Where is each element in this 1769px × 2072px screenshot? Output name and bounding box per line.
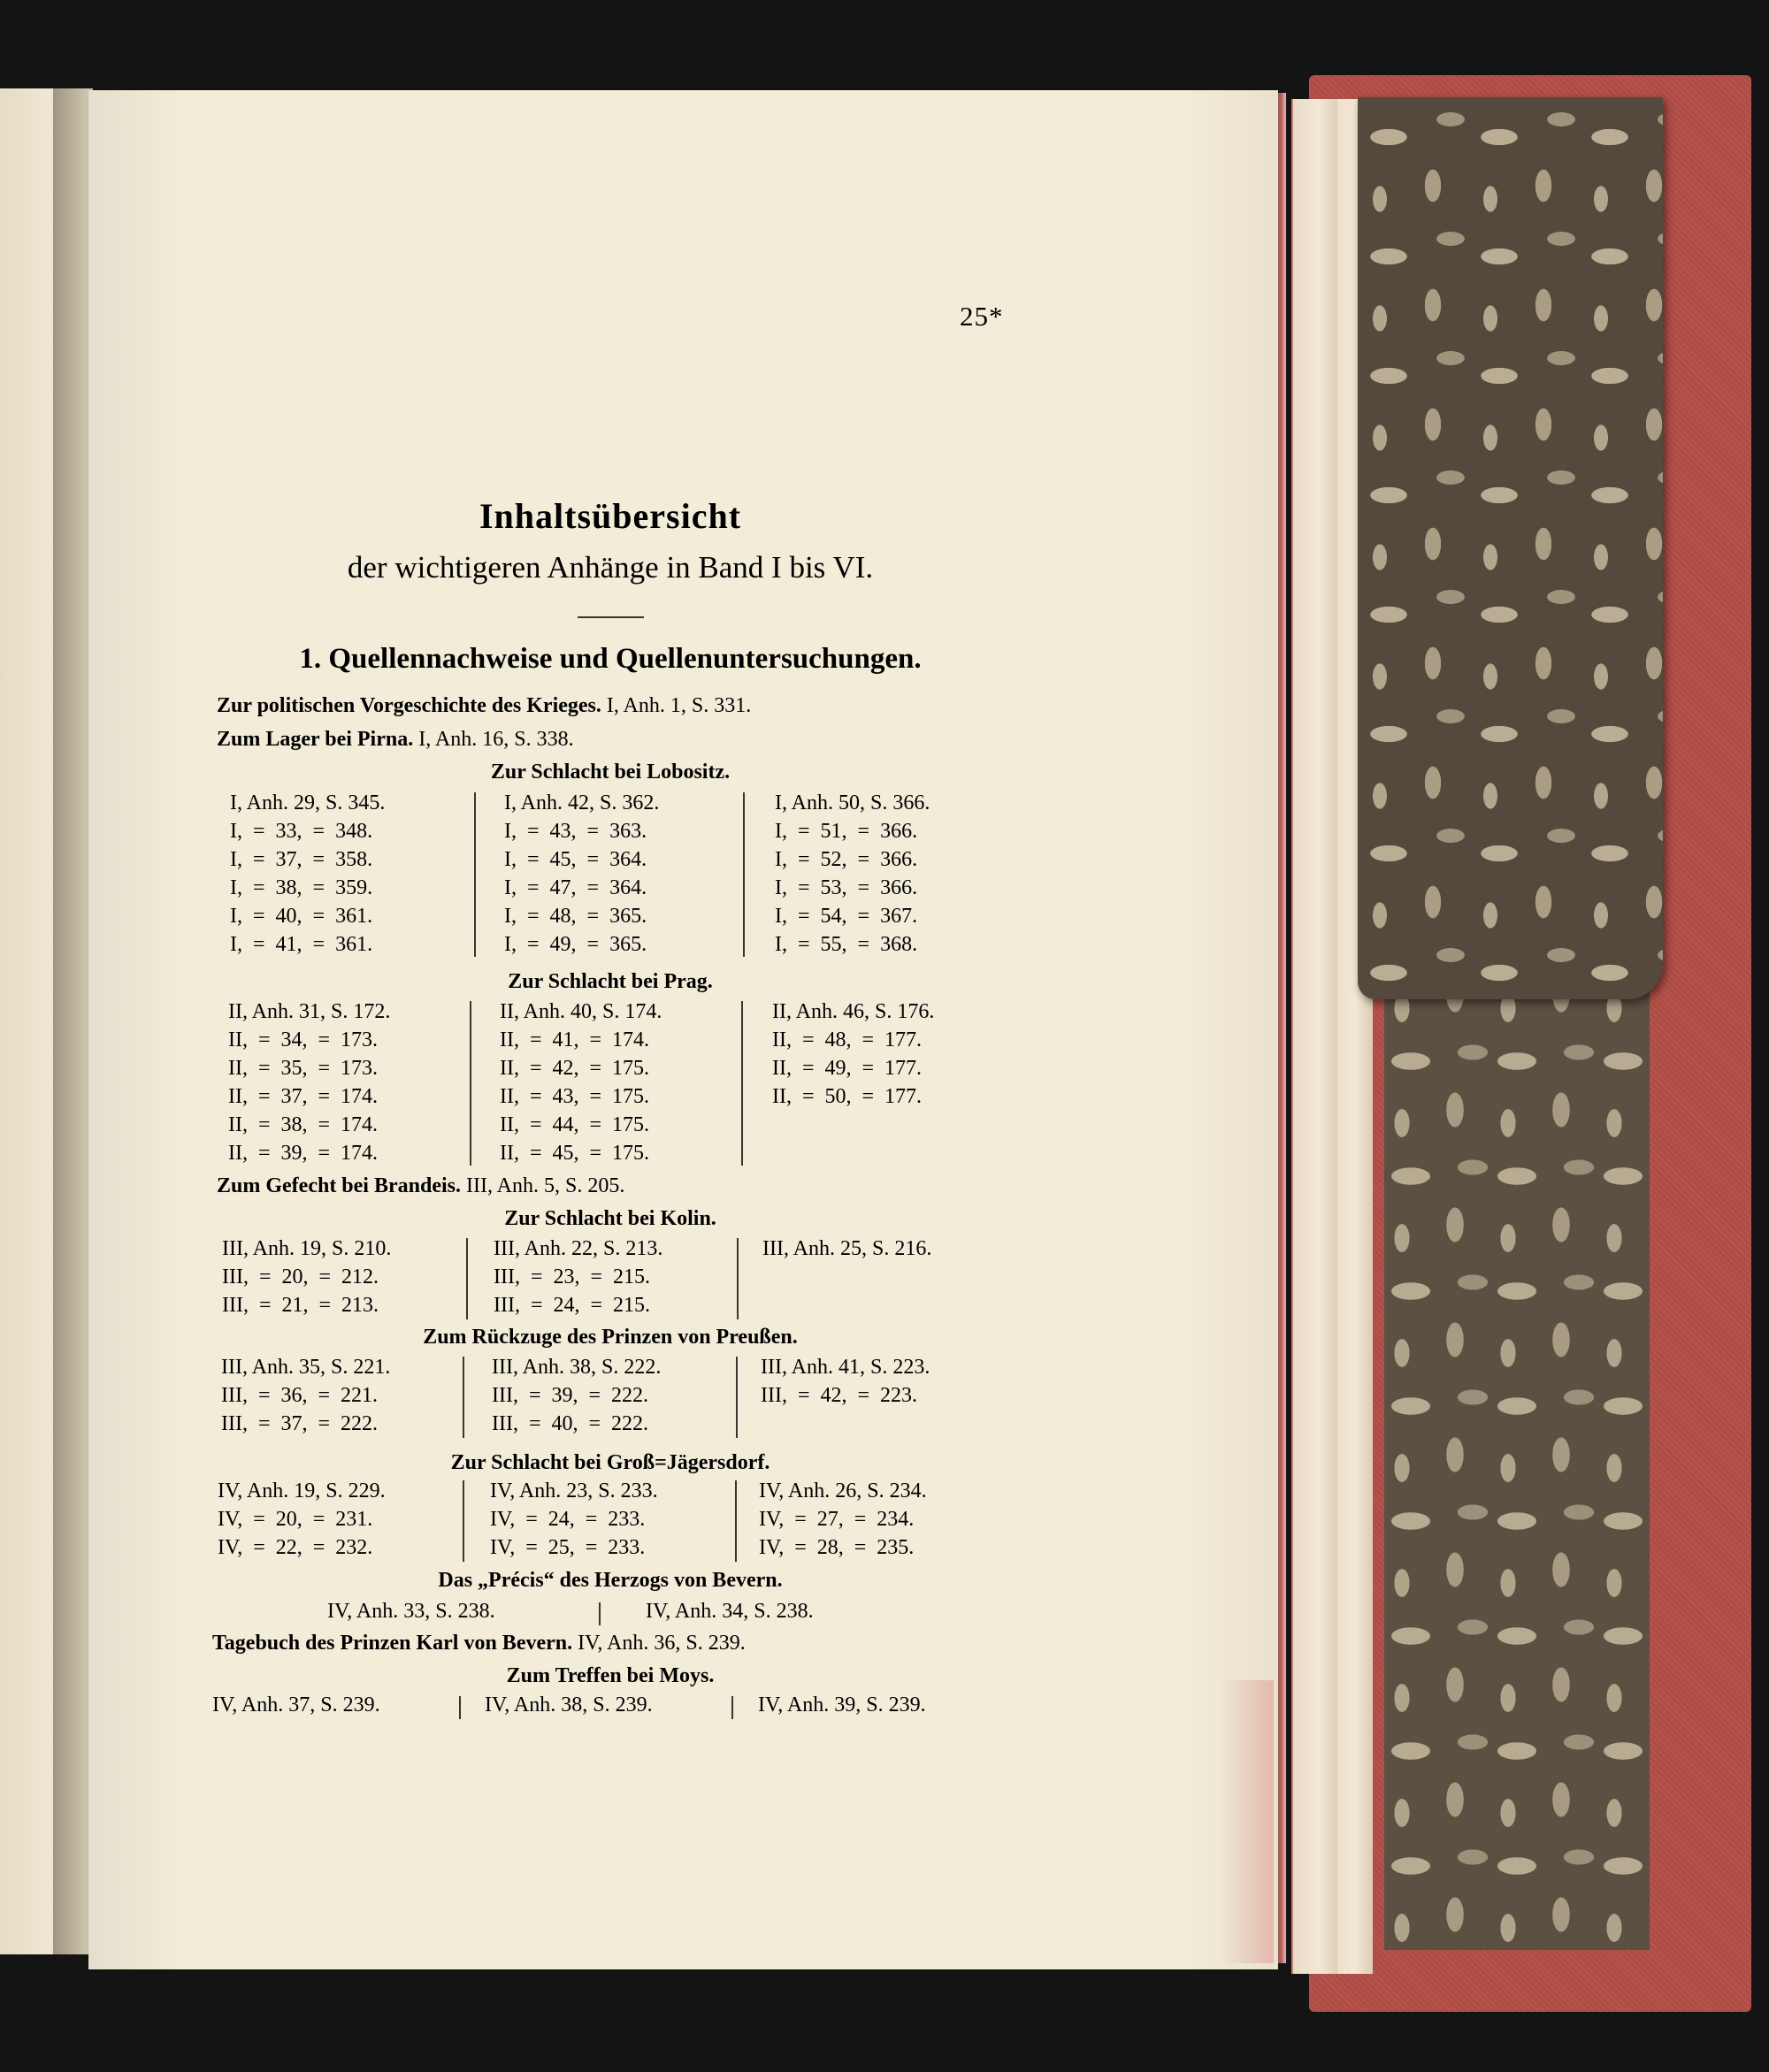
column-divider: [743, 792, 745, 957]
reference-line: I, = 51, = 366.: [775, 820, 918, 843]
group-heading-lobositz: Zur Schlacht bei Lobositz.: [490, 761, 731, 784]
group-lobositz: [212, 789, 991, 962]
reference-line: II, = 44, = 175.: [500, 1113, 650, 1136]
reference-line: I, = 38, = 359.: [230, 876, 373, 899]
column-1: [221, 1353, 390, 1438]
page-subtitle: der wichtigeren Anhänge in Band I bis VI.: [347, 550, 874, 585]
moys-ref-1: IV, Anh. 37, S. 239.: [212, 1694, 380, 1716]
moys-ref-2: IV, Anh. 38, S. 239.: [485, 1694, 653, 1716]
entry-brandeis: [217, 1173, 624, 1199]
column-divider: [463, 1357, 464, 1438]
column-2: [500, 998, 662, 1167]
reference-line: IV, Anh. 19, S. 229.: [218, 1479, 386, 1502]
reference-line: II, = 34, = 173.: [228, 1028, 379, 1051]
reference-line: III, = 39, = 222.: [492, 1384, 649, 1407]
column-2: [492, 1353, 661, 1438]
reference-line: I, = 54, = 367.: [775, 905, 918, 928]
reference-line: III, = 23, = 215.: [494, 1265, 651, 1288]
column-3: [772, 998, 934, 1111]
endpaper-flap: [1358, 97, 1663, 999]
reference-line: III, Anh. 19, S. 210.: [222, 1237, 392, 1260]
reference-line: II, = 41, = 174.: [500, 1028, 650, 1051]
entry-ref: I, Anh. 1, S. 331.: [606, 694, 752, 717]
reference-line: II, Anh. 31, S. 172.: [228, 1000, 391, 1023]
group-prag: [212, 998, 991, 1171]
reference-line: II, = 35, = 173.: [228, 1057, 379, 1080]
reference-line: II, = 49, = 177.: [772, 1057, 923, 1080]
entry-tagebuch: [212, 1630, 746, 1656]
reference-line: III, Anh. 35, S. 221.: [221, 1356, 391, 1379]
reference-line: III, = 37, = 222.: [221, 1412, 379, 1435]
reference-line: I, = 48, = 365.: [504, 905, 647, 928]
reference-line: I, Anh. 42, S. 362.: [504, 791, 660, 814]
entry-label: Zur politischen Vorgeschichte des Krieges.: [217, 694, 601, 717]
page-title: Inhaltsübersicht: [479, 496, 742, 536]
reference-line: II, = 50, = 177.: [772, 1085, 923, 1108]
entry-label: Tagebuch des Prinzen Karl von Bevern.: [212, 1632, 573, 1655]
moys-ref-3: IV, Anh. 39, S. 239.: [758, 1694, 926, 1716]
reference-line: I, = 49, = 365.: [504, 933, 647, 956]
reference-line: I, = 43, = 363.: [504, 820, 647, 843]
column-3: [762, 1235, 931, 1263]
column-1: [218, 1477, 386, 1562]
reference-line: II, Anh. 40, S. 174.: [500, 1000, 662, 1023]
reference-line: II, = 39, = 174.: [228, 1142, 379, 1165]
group-kolin: [212, 1235, 991, 1323]
reference-line: I, = 45, = 364.: [504, 848, 647, 871]
reference-line: II, = 37, = 174.: [228, 1085, 379, 1108]
group-jaegersdorf: [212, 1477, 991, 1565]
reference-line: II, = 45, = 175.: [500, 1142, 650, 1165]
reference-line: I, Anh. 29, S. 345.: [230, 791, 386, 814]
column-1: [228, 998, 390, 1167]
reference-line: II, = 43, = 175.: [500, 1085, 650, 1108]
column-divider: [741, 1001, 743, 1166]
column-divider: [459, 1696, 461, 1719]
column-divider: [599, 1602, 601, 1625]
group-heading-precis: Das „Précis“ des Herzogs von Bevern.: [438, 1569, 783, 1592]
entry-ref: I, Anh. 16, S. 338.: [418, 728, 574, 751]
column-divider: [737, 1238, 739, 1319]
group-heading-moys: Zum Treffen bei Moys.: [506, 1664, 715, 1687]
reference-line: IV, = 25, = 233.: [490, 1536, 646, 1559]
page-stain: [1221, 1680, 1274, 1963]
reference-line: III, = 24, = 215.: [494, 1294, 651, 1317]
column-1: [230, 789, 385, 959]
column-1: [222, 1235, 391, 1319]
reference-line: IV, = 28, = 235.: [759, 1536, 915, 1559]
column-divider: [731, 1696, 733, 1719]
reference-line: I, Anh. 50, S. 366.: [775, 791, 930, 814]
group-heading-rueckzug: Zum Rückzuge des Prinzen von Preußen.: [423, 1326, 798, 1349]
reference-line: II, = 42, = 175.: [500, 1057, 650, 1080]
title-rule: [578, 616, 644, 618]
book-gutter: [53, 88, 93, 1954]
reference-line: I, = 55, = 368.: [775, 933, 918, 956]
reference-line: III, Anh. 25, S. 216.: [762, 1237, 932, 1260]
precis-ref-1: IV, Anh. 33, S. 238.: [327, 1600, 495, 1623]
reference-line: II, = 48, = 177.: [772, 1028, 923, 1051]
entry-ref: IV, Anh. 36, S. 239.: [578, 1632, 746, 1655]
reference-line: III, Anh. 22, S. 213.: [494, 1237, 663, 1260]
reference-line: III, = 36, = 221.: [221, 1384, 379, 1407]
reference-line: III, = 20, = 212.: [222, 1265, 379, 1288]
column-3: [761, 1353, 930, 1410]
reference-line: IV, Anh. 23, S. 233.: [490, 1479, 658, 1502]
column-2: [490, 1477, 658, 1562]
column-3: [759, 1477, 927, 1562]
reference-line: IV, = 24, = 233.: [490, 1508, 646, 1531]
reference-line: IV, = 22, = 232.: [218, 1536, 373, 1559]
reference-line: IV, = 27, = 234.: [759, 1508, 915, 1531]
page-stack-edge: [1291, 99, 1337, 1974]
column-divider: [463, 1480, 464, 1562]
reference-line: III, = 40, = 222.: [492, 1412, 649, 1435]
reference-line: IV, Anh. 26, S. 234.: [759, 1479, 927, 1502]
reference-line: III, Anh. 41, S. 223.: [761, 1356, 930, 1379]
reference-line: I, = 40, = 361.: [230, 905, 373, 928]
reference-line: II, Anh. 46, S. 176.: [772, 1000, 935, 1023]
group-heading-jaegersdorf: Zur Schlacht bei Groß=Jägersdorf.: [450, 1451, 770, 1474]
group-heading-prag: Zur Schlacht bei Prag.: [508, 970, 713, 993]
column-divider: [466, 1238, 468, 1319]
reference-line: I, = 37, = 358.: [230, 848, 373, 871]
group-heading-kolin: Zur Schlacht bei Kolin.: [504, 1207, 716, 1230]
page-number: 25*: [960, 301, 1004, 332]
column-divider: [736, 1357, 738, 1438]
column-3: [775, 789, 930, 959]
reference-line: III, = 42, = 223.: [761, 1384, 918, 1407]
entry-ref: III, Anh. 5, S. 205.: [466, 1174, 625, 1197]
reference-line: I, = 53, = 366.: [775, 876, 918, 899]
reference-line: IV, = 20, = 231.: [218, 1508, 373, 1531]
entry-pirna: [217, 726, 574, 753]
reference-line: I, = 41, = 361.: [230, 933, 373, 956]
column-2: [494, 1235, 662, 1319]
entry-politische: [217, 692, 751, 719]
column-divider: [474, 792, 476, 957]
reference-line: I, = 33, = 348.: [230, 820, 373, 843]
column-divider: [735, 1480, 737, 1562]
section-heading: 1. Quellennachweise und Quellenuntersuchungen.: [299, 643, 922, 675]
reference-line: III, Anh. 38, S. 222.: [492, 1356, 662, 1379]
reference-line: II, = 38, = 174.: [228, 1113, 379, 1136]
reference-line: I, = 52, = 366.: [775, 848, 918, 871]
entry-label: Zum Gefecht bei Brandeis.: [217, 1174, 461, 1197]
group-rueckzug: [212, 1353, 991, 1441]
entry-label: Zum Lager bei Pirna.: [217, 728, 414, 751]
reference-line: I, = 47, = 364.: [504, 876, 647, 899]
reference-line: III, = 21, = 213.: [222, 1294, 379, 1317]
column-divider: [470, 1001, 471, 1166]
column-2: [504, 789, 659, 959]
precis-ref-2: IV, Anh. 34, S. 238.: [646, 1600, 814, 1623]
